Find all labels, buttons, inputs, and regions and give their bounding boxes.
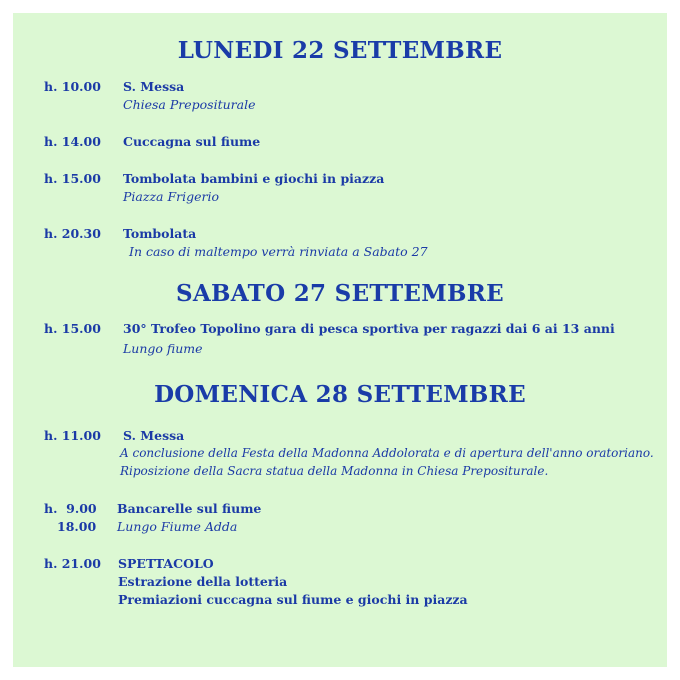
program-panel xyxy=(13,13,667,667)
event-note: Piazza Frigerio xyxy=(123,189,220,204)
event-title: 30° Trofeo Topolino gara di pesca sportiva per ragazzi dai 6 ai 13 anni xyxy=(123,321,615,336)
event-time: h. 15.00 xyxy=(44,171,101,186)
event-note: Chiesa Prepositurale xyxy=(123,97,256,112)
event-line: Premiazioni cuccagna sul fiume e giochi in piazza xyxy=(118,592,468,607)
event-title: S. Messa xyxy=(123,428,185,443)
event-time: h. 11.00 xyxy=(44,428,101,443)
event-time: h. 21.00 xyxy=(44,556,101,571)
event-title: Tombolata bambini e giochi in piazza xyxy=(123,171,385,186)
event-time-secondary: 18.00 xyxy=(57,519,97,534)
event-title: SPETTACOLO xyxy=(118,556,214,571)
event-note: Riposizione della Sacra statua della Madonna in Chiesa Prepositurale. xyxy=(120,464,549,478)
event-title: Bancarelle sul fiume xyxy=(117,501,262,516)
event-time: h. 14.00 xyxy=(44,134,101,149)
event-title: S. Messa xyxy=(123,79,185,94)
event-note: A conclusione della Festa della Madonna Addolorata e di apertura dell'anno oratoriano. xyxy=(120,446,654,460)
event-time: h. 15.00 xyxy=(44,321,101,336)
event-note: Lungo Fiume Adda xyxy=(117,519,238,534)
event-title: Tombolata xyxy=(123,226,197,241)
event-time: h. 9.00 xyxy=(44,501,97,516)
day-heading-lunedi: LUNEDI 22 SETTEMBRE xyxy=(177,37,503,64)
day-heading-sabato: SABATO 27 SETTEMBRE xyxy=(176,280,504,307)
event-time: h. 20.30 xyxy=(44,226,101,241)
day-heading-domenica: DOMENICA 28 SETTEMBRE xyxy=(154,381,526,408)
event-note: In caso di maltempo verrà rinviata a Sabato 27 xyxy=(129,244,428,259)
event-title: Cuccagna sul fiume xyxy=(123,134,261,149)
event-note: Lungo fiume xyxy=(123,341,203,356)
event-time: h. 10.00 xyxy=(44,79,101,94)
event-line: Estrazione della lotteria xyxy=(118,574,288,589)
